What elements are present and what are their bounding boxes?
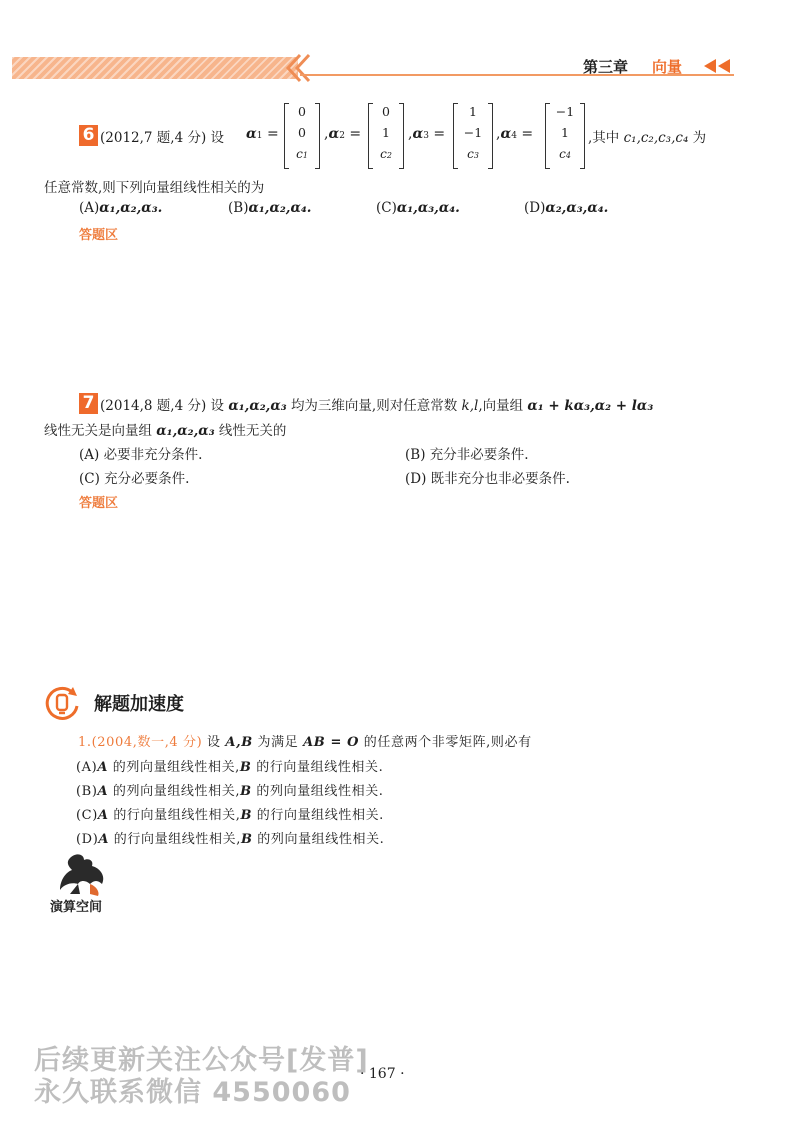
option: (A)A 的列向量组线性相关,B 的行向量组线性相关. bbox=[76, 760, 384, 775]
column-vector: 0 1 c2 bbox=[368, 103, 404, 169]
option: (C) 充分必要条件. bbox=[79, 471, 190, 487]
column-vector: 1 −1 c3 bbox=[453, 103, 493, 169]
chevron-left-icon bbox=[282, 52, 312, 84]
watermark-line: 后续更新关注公众号[发普] bbox=[34, 1045, 369, 1076]
problem-number-badge: 7 bbox=[79, 393, 98, 414]
vector-label: ,α3 = bbox=[408, 126, 446, 142]
page-number: · 167 · bbox=[360, 1066, 405, 1082]
exercise-question: 1.(2004,数一,4 分) 设 A,B 为满足 AB = O 的任意两个非零矩阵,则必有 bbox=[78, 735, 532, 750]
problem-text: ,其中 c₁,c₂,c₃,c₄ 为 bbox=[588, 130, 707, 146]
option: (B)α₁,α₂,α₄. bbox=[228, 200, 312, 216]
chapter-label: 第三章 bbox=[583, 58, 629, 76]
vector-label: ,α2 = bbox=[324, 126, 362, 142]
option: (C)α₁,α₃,α₄. bbox=[376, 200, 460, 216]
answer-area-label: 答题区 bbox=[79, 496, 119, 511]
rocket-icon bbox=[44, 684, 80, 720]
option: (B) 充分非必要条件. bbox=[405, 447, 529, 463]
option: (D)α₂,α₃,α₄. bbox=[524, 200, 609, 216]
column-vector: −1 1 c4 bbox=[545, 103, 585, 169]
section-title: 解题加速度 bbox=[94, 694, 184, 715]
column-vector: 0 0 c1 bbox=[284, 103, 320, 169]
vector-label: ,α4 = bbox=[496, 126, 534, 142]
logo-caption: 演算空间 bbox=[50, 900, 103, 915]
vector-label: α1 = bbox=[246, 126, 279, 142]
option: (B)A 的列向量组线性相关,B 的列向量组线性相关. bbox=[76, 784, 384, 799]
option: (D) 既非充分也非必要条件. bbox=[405, 471, 570, 487]
problem-text: 线性无关是向量组 α₁,α₂,α₃ 线性无关的 bbox=[44, 423, 287, 439]
problem-text: (2014,8 题,4 分) 设 α₁,α₂,α₃ 均为三维向量,则对任意常数 k,l,向量组 α₁ + kα₃,α₂ + lα₃ bbox=[100, 398, 654, 414]
problem-number-badge: 6 bbox=[79, 125, 98, 146]
option: (C)A 的行向量组线性相关,B 的行向量组线性相关. bbox=[76, 808, 384, 823]
option: (D)A 的行向量组线性相关,B 的列向量组线性相关. bbox=[76, 832, 385, 847]
header-stripe bbox=[12, 57, 298, 79]
double-arrow-left-icon bbox=[704, 59, 734, 73]
option: (A)α₁,α₂,α₃. bbox=[79, 200, 163, 216]
problem-source: (2012,7 题,4 分) 设 bbox=[100, 130, 225, 146]
option: (A) 必要非充分条件. bbox=[79, 447, 203, 463]
problem-text: 任意常数,则下列向量组线性相关的为 bbox=[44, 180, 265, 196]
topic-label: 向量 bbox=[652, 58, 683, 76]
answer-area-label: 答题区 bbox=[79, 228, 119, 243]
watermark-line: 永久联系微信 4550060 bbox=[34, 1077, 351, 1108]
